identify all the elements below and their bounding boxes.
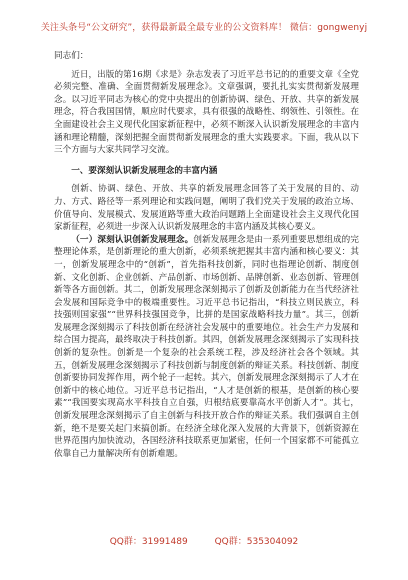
- section-heading: 一、要深刻认识新发展理念的丰富内涵: [71, 165, 218, 176]
- footer-banner: [0, 536, 408, 548]
- salutation: 同志们：: [54, 51, 89, 61]
- document-body: [54, 50, 359, 460]
- subsection-text: 创新发展理念是由一系列重要思想组成的完整理论体系，是创新理论的重大创新，必须系统把握其丰富内涵和核心要义：其一，创新发展理念中的“创新”，首先指科技创新，同时也指理论创新、制度创新、文化创新、企业创新、产品创新、市场创新、品牌创新、业态创新、管理创新等各方面创新。其二，创新发展理念深刻揭示了创新及创新能力在当代经济社会发展和国际竞争中的极端重要性。习近平总书记指出，“科技立则民族立，科技强则国家强”“世界科技强国竞争，比拼的是国家战略科技力量”。其三，创新发展理念深刻揭示了科技创新在经济社会发展中的重要地位。社会生产力发展和综合国力提高，最终取决于科技创新。其四，创新发展理念深刻揭示了实现科技创新的复杂性。创新是一个复杂的社会系统工程，涉及经济社会各个领域。其五，创新发展理念深刻揭示了科技创新与制度创新的辩证关系。科技创新、制度创新要协同发挥作用，两个轮子一起转。其六，创新发展理念深刻揭示了人才在创新中的核心地位。习近平总书记指出，“人才是创新的根基，是创新的核心要素”“我国要实现高水平科技自立自强，归根结底要靠高水平创新人才”。其七，创新发展理念深刻揭示了自主创新与科技开放合作的辩证关系。我们强调自主创新，绝不是要关起门来搞创新。在经济全球化深入发展的大背景下，创新资源在世界范围内加快流动，各国经济科技联系更加紧密，任何一个国家都不可能孤立依靠自己力量解决所有创新难题。: [54, 234, 359, 459]
- header-banner: 关注头条号“公文研究”，获得最新最全最专业的公文资料库！ 微信：gongwenyj: [40, 23, 368, 33]
- footer-qq-1: QQ群：31991489: [109, 537, 188, 547]
- subsection-paragraph: [54, 234, 359, 461]
- subsection-label: （一）深刻认识创新发展理念。: [71, 234, 194, 245]
- intro-paragraph: 近日，出版的第16期《求是》杂志发表了习近平总书记的的重要文章《全党必须完整、准确、全面贯彻新发展理念》。文章强调，要扎扎实实贯彻新发展理念。以习近平同志为核心的党中央提出的创新协调、绿色、开放、共享的新发展理念，符合我国国情，顺应时代要求，具有很强的战略性、纲领性、引领性。在全面建设社会主义现代化国家新征程中，必须不断深入认识新发展理念的丰富内涵和理论精髓，深刻把握全面贯彻新发展理念的重大实践要求。下面，我从以下三个方面与大家共同学习交流。: [54, 69, 359, 156]
- section-paragraph: 创新、协调、绿色、开放、共享的新发展理念回答了关于发展的目的、动力、方式、路径等一系列理论和实践问题，阐明了我们党关于发展的政治立场、价值导向、发展模式、发展道路等重大政治问题踏上全面建设社会主义现代化国家新征程，必须进一步深入认识新发展理念的丰富内涵及其核心要义。: [54, 184, 359, 233]
- footer-qq-2: QQ群：535304092: [214, 537, 299, 547]
